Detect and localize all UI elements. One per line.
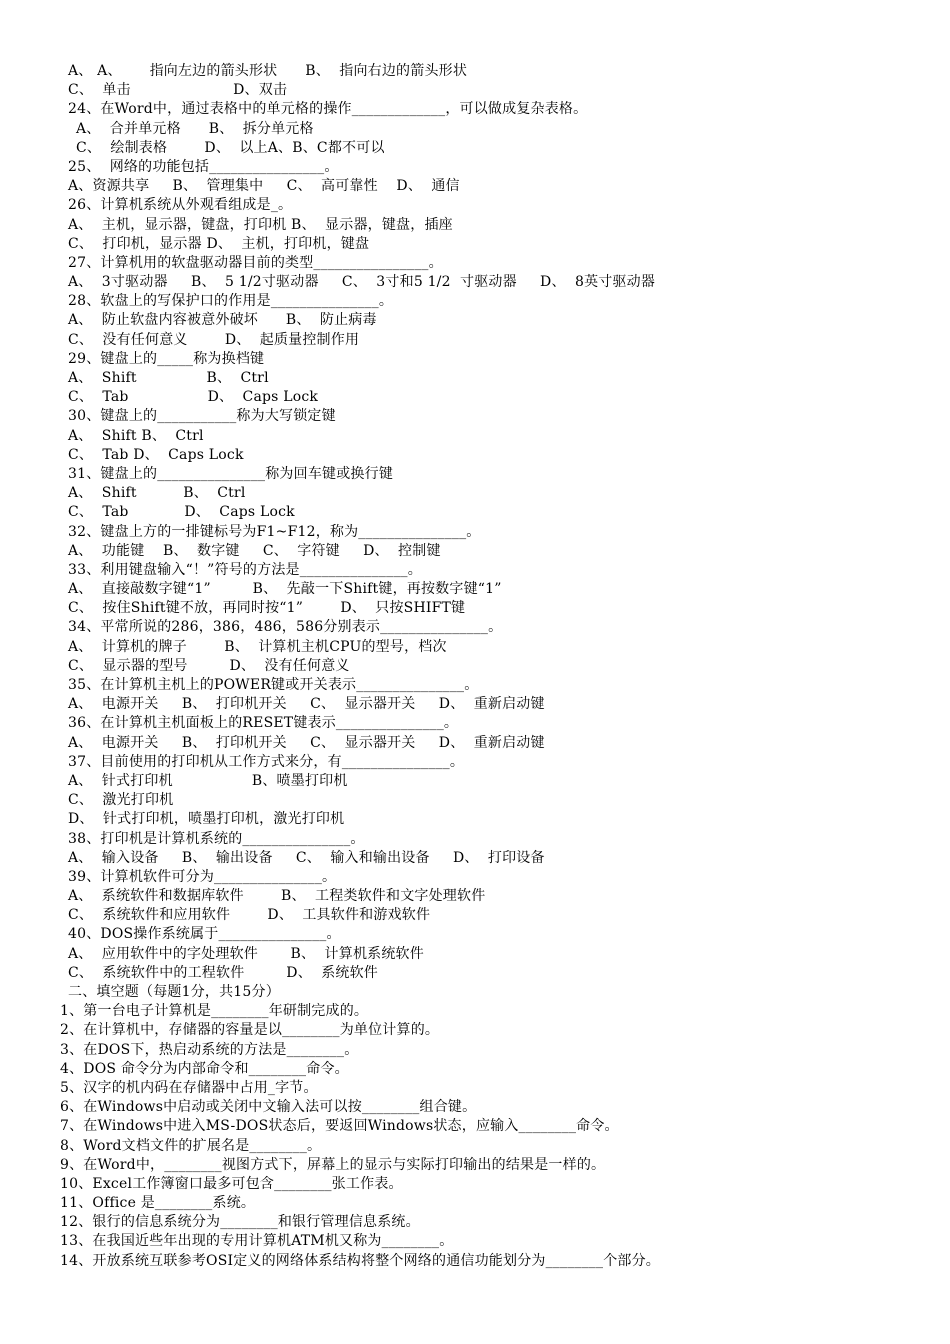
text-line: 30、键盘上的___________称为大写锁定键 [68, 408, 336, 425]
text-line: C、 激光打印机 [68, 792, 174, 809]
text-line: 10、Excel工作簿窗口最多可包含________张工作表。 [60, 1175, 403, 1192]
text-line: 27、计算机用的软盘驱动器目前的类型________________。 [68, 254, 443, 271]
text-line: C、 系统软件和应用软件 D、 工具软件和游戏软件 [68, 907, 431, 924]
text-line: A、 针式打印机 B、喷墨打印机 [68, 772, 348, 789]
text-line: 29、键盘上的_____称为换档键 [68, 350, 265, 367]
text-line: 39、计算机软件可分为_______________。 [68, 868, 337, 885]
text-line: A、 功能键 B、 数字键 C、 字符键 D、 控制键 [68, 542, 441, 559]
text-line: 35、在计算机主机上的POWER键或开关表示_______________。 [68, 677, 479, 693]
text-line: 3、在DOS下，热启动系统的方法是________。 [60, 1041, 359, 1058]
text-line: A、 计算机的牌子 B、 计算机主机CPU的型号，档次 [68, 638, 447, 655]
text-line: 26、计算机系统从外观看组成是_。 [68, 197, 293, 214]
text-line: A、 应用软件中的字处理软件 B、 计算机系统软件 [68, 945, 424, 962]
text-line: C、 绘制表格 D、 以上A、B、C都不可以 [76, 139, 385, 156]
text-line: A、 电源开关 B、 打印机开关 C、 显示器开关 D、 重新启动键 [68, 696, 545, 713]
text-line: 12、银行的信息系统分为________和银行管理信息系统。 [60, 1214, 420, 1231]
text-line: 6、在Windows中启动或关闭中文输入法可以按________组合键。 [60, 1099, 477, 1116]
text-line: 4、DOS 命令分为内部命令和________命令。 [60, 1060, 349, 1077]
text-line: 36、在计算机主机面板上的RESET键表示_______________。 [68, 715, 459, 732]
text-line: C、 单击 D、双击 [68, 82, 288, 99]
text-line: A、 3寸驱动器 B、 5 1/2寸驱动器 C、 3寸和5 1/2 寸驱动器 D、 8英寸驱动器 [68, 274, 656, 291]
text-line: A、 A、 指向左边的箭头形状 B、 指向右边的箭头形状 [68, 63, 468, 79]
text-line: D、 针式打印机，喷墨打印机，激光打印机 [68, 811, 345, 828]
question-list [0, 62, 950, 1271]
text-line: 13、在我国近些年出现的专用计算机ATM机又称为________。 [60, 1233, 454, 1250]
text-line: A、 Shift B、 Ctrl [68, 485, 246, 502]
text-line: C、 Tab D、 Caps Lock [68, 504, 295, 521]
text-line: 二、填空题（每题1分，共15分） [68, 984, 280, 1000]
text-line: A、 系统软件和数据库软件 B、 工程类软件和文字处理软件 [68, 888, 486, 905]
text-line: A、 主机，显示器，键盘，打印机 B、 显示器，键盘，插座 [68, 216, 453, 233]
text-line: C、 Tab D、 Caps Lock [68, 389, 319, 406]
text-line: A、 防止软盘内容被意外破坏 B、 防止病毒 [68, 312, 377, 329]
text-line: 9、在Word中，________视图方式下，屏幕上的显示与实际打印输出的结果是一样的。 [60, 1156, 606, 1173]
text-line: A、资源共享 B、 管理集中 C、 高可靠性 D、 通信 [68, 178, 460, 195]
text-line: 2、在计算机中，存储器的容量是以________为单位计算的。 [60, 1022, 440, 1039]
text-line: 24、在Word中，通过表格中的单元格的操作_____________，可以做成复杂表格。 [68, 101, 588, 118]
text-line: A、 电源开关 B、 打印机开关 C、 显示器开关 D、 重新启动键 [68, 734, 545, 751]
text-line: 32、键盘上方的一排键标号为F1~F12，称为_______________。 [68, 523, 481, 540]
text-line: 8、Word文档文件的扩展名是________。 [60, 1137, 322, 1154]
text-line: 7、在Windows中进入MS-DOS状态后，要返回Windows状态，应输入________命令。 [60, 1118, 619, 1135]
text-line: C、 按住Shift键不放，再同时按“1” D、 只按SHIFT键 [68, 600, 466, 617]
text-line: A、 输入设备 B、 输出设备 C、 输入和输出设备 D、 打印设备 [68, 849, 545, 866]
text-line: C、 打印机，显示器 D、 主机，打印机，键盘 [68, 235, 370, 252]
text-line: 5、汉字的机内码在存储器中占用_字节。 [60, 1079, 318, 1096]
text-line: 40、DOS操作系统属于_______________。 [68, 926, 341, 943]
text-line: 37、目前使用的打印机从工作方式来分，有_______________。 [68, 753, 465, 770]
text-line: C、 没有任何意义 D、 起质量控制作用 [68, 331, 360, 348]
text-line: 38、打印机是计算机系统的_______________。 [68, 830, 365, 847]
text-line: A、 Shift B、 Ctrl [68, 427, 204, 444]
text-line: C、 系统软件中的工程软件 D、 系统软件 [68, 964, 378, 981]
text-line: A、 Shift B、 Ctrl [68, 370, 269, 386]
text-line: 28、软盘上的写保护口的作用是_______________。 [68, 293, 394, 310]
text-line: 34、平常所说的286，386，486，586分别表示_______________。 [68, 619, 503, 636]
text-line: C、 显示器的型号 D、 没有任何意义 [68, 657, 350, 674]
text-line: C、 Tab D、 Caps Lock [68, 446, 244, 463]
text-line: 31、键盘上的_______________称为回车键或换行键 [68, 465, 394, 482]
text-line: 11、Office 是________系统。 [60, 1195, 256, 1212]
text-line: 14、开放系统互联参考OSI定义的网络体系结构将整个网络的通信功能划分为________个部分。 [60, 1252, 661, 1269]
text-line: 1、第一台电子计算机是________年研制完成的。 [60, 1003, 369, 1020]
text-line: A、 直接敲数字键“1” B、 先敲一下Shift键，再按数字键“1” [68, 581, 502, 598]
text-line: 33、利用键盘输入“！”符号的方法是_______________。 [68, 561, 422, 578]
text-line: A、 合并单元格 B、 拆分单元格 [76, 120, 314, 137]
text-line: 25、 网络的功能包括________________。 [68, 158, 339, 175]
